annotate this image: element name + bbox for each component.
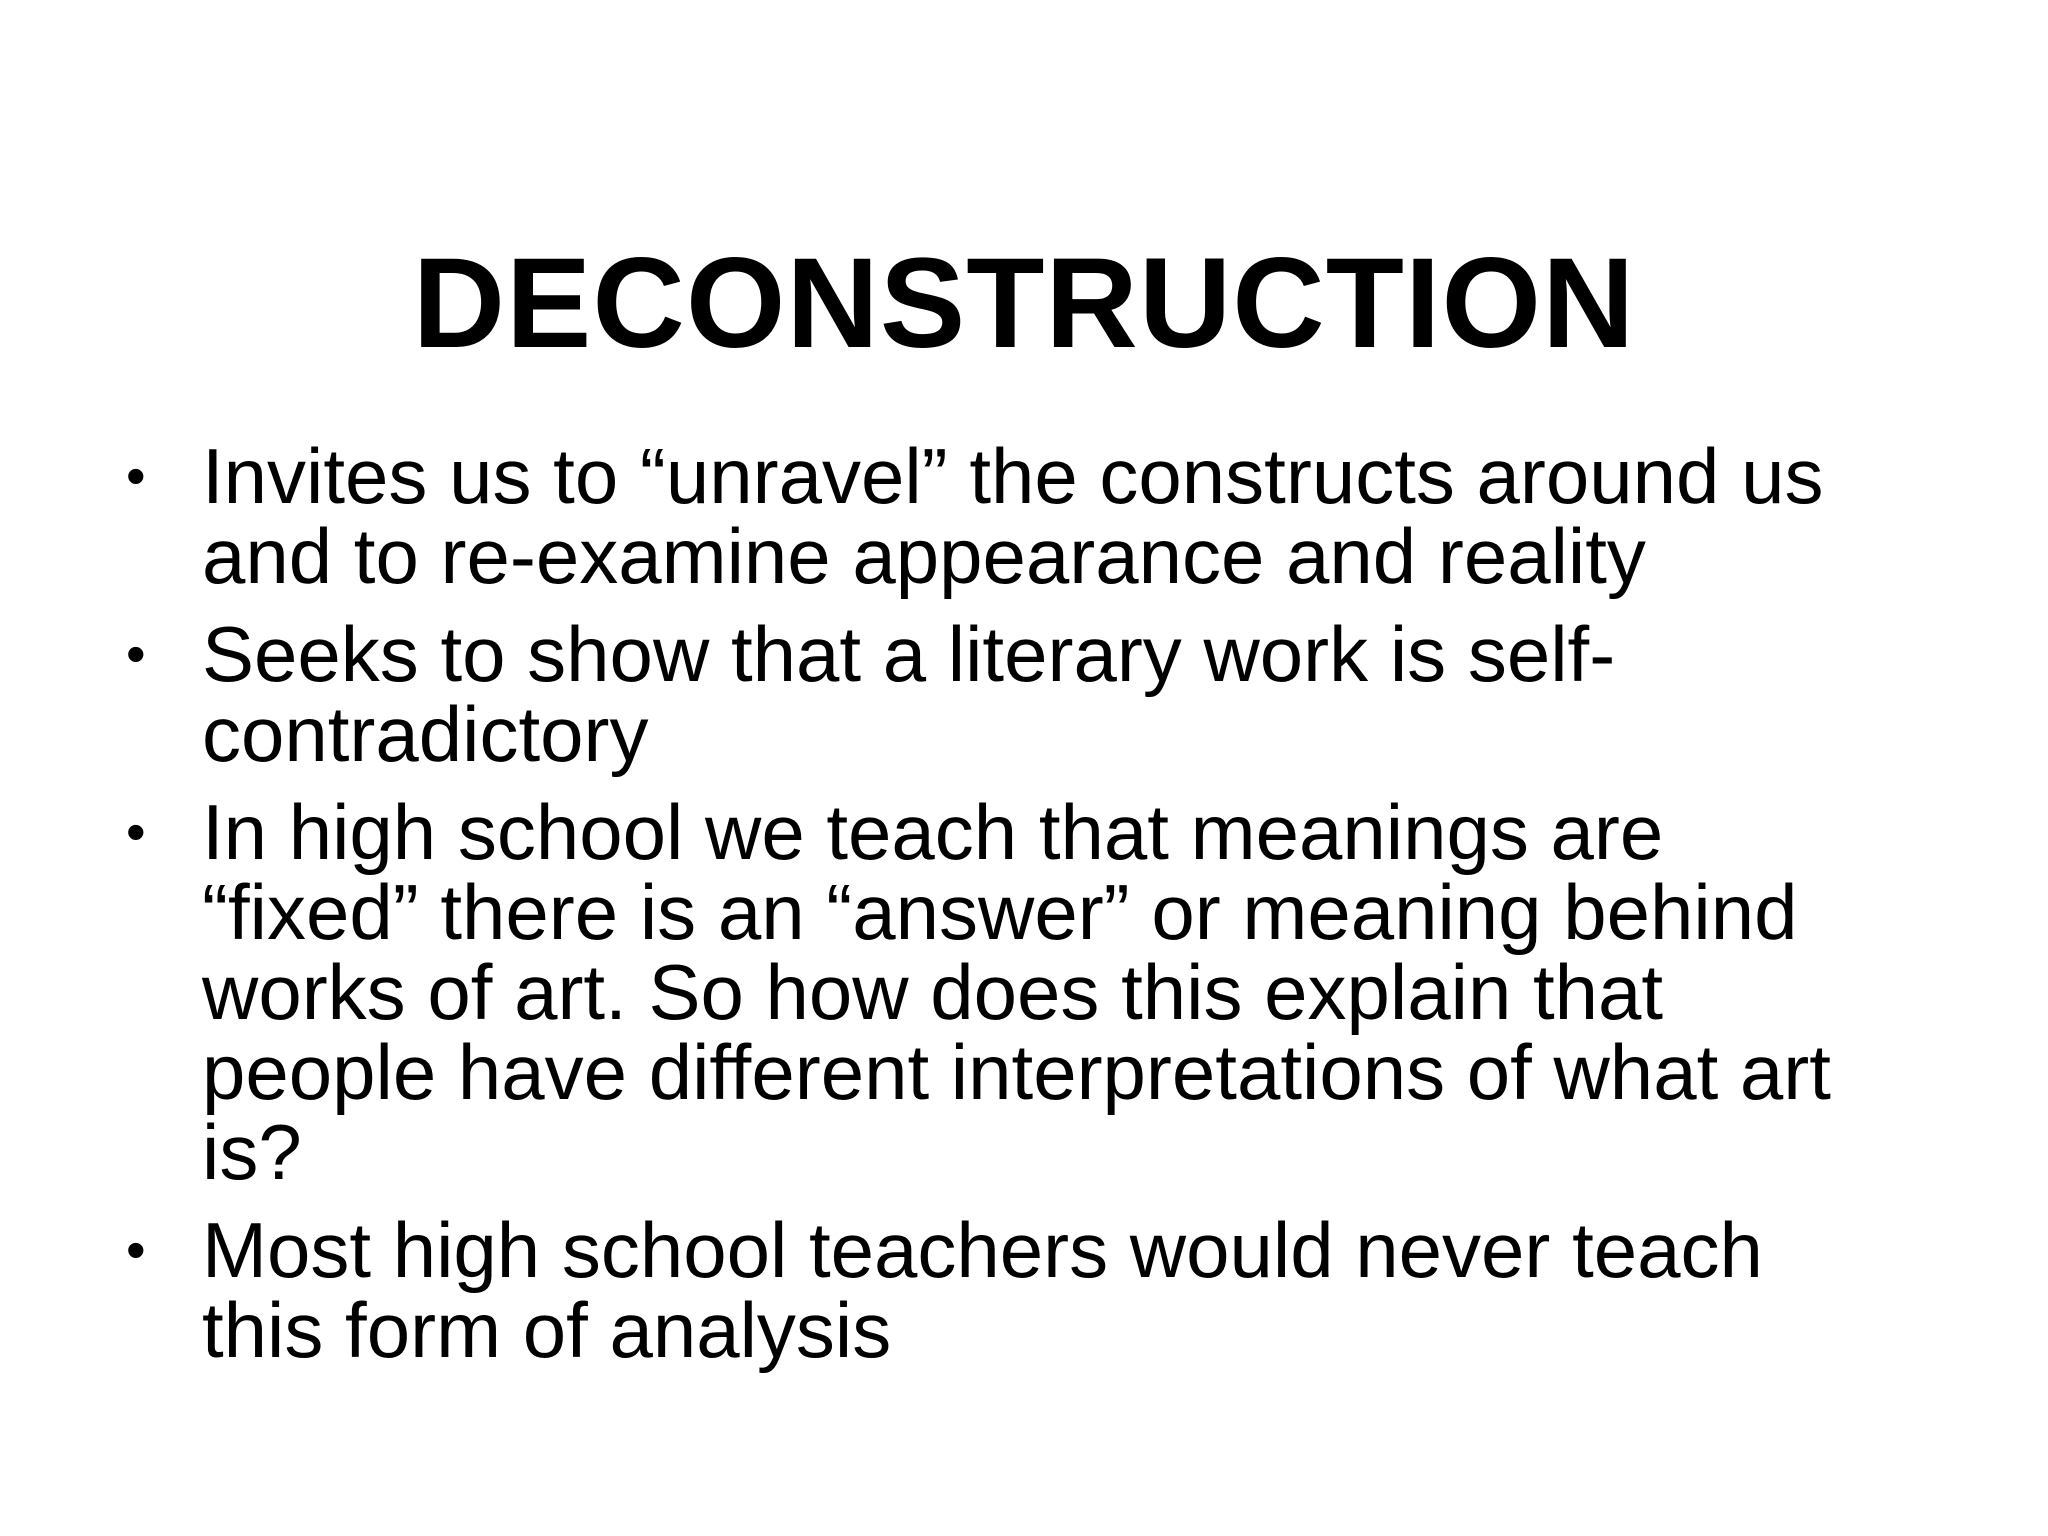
bullet-line: In high school we teach that meanings are — [202, 788, 1664, 876]
bullet-line: people have different interpretations of what art — [202, 1028, 1831, 1116]
bullet-line: Most high school teachers would never teach — [202, 1206, 1763, 1294]
bullet-line: Seeks to show that a literary work is self- — [202, 610, 1616, 698]
bullet-text — [202, 432, 1920, 600]
bullet-item — [120, 610, 1920, 778]
bullet-text — [202, 1206, 1920, 1374]
bullet-icon: • — [126, 800, 146, 863]
bullet-line: works of art. So how does this explain that — [202, 948, 1664, 1036]
bullet-text — [202, 610, 1920, 778]
bullet-icon: • — [126, 622, 146, 685]
bullet-icon: • — [126, 444, 146, 507]
bullet-item — [120, 788, 1920, 1196]
bullet-item — [120, 432, 1920, 600]
bullet-line: and to re-examine appearance and reality — [202, 512, 1646, 600]
bullet-line: this form of analysis — [202, 1286, 892, 1374]
bullet-text — [202, 788, 1920, 1196]
slide-title: DECONSTRUCTION — [412, 232, 1636, 375]
bullet-line: contradictory — [202, 690, 649, 778]
bullet-line: “fixed” there is an “answer” or meaning behind — [202, 868, 1798, 956]
bullet-line: Invites us to “unravel” the constructs around us — [202, 432, 1824, 520]
bullet-icon: • — [126, 1218, 146, 1281]
bullet-list — [120, 432, 1920, 1388]
bullet-item — [120, 1206, 1920, 1374]
bullet-line: is? — [202, 1108, 302, 1196]
